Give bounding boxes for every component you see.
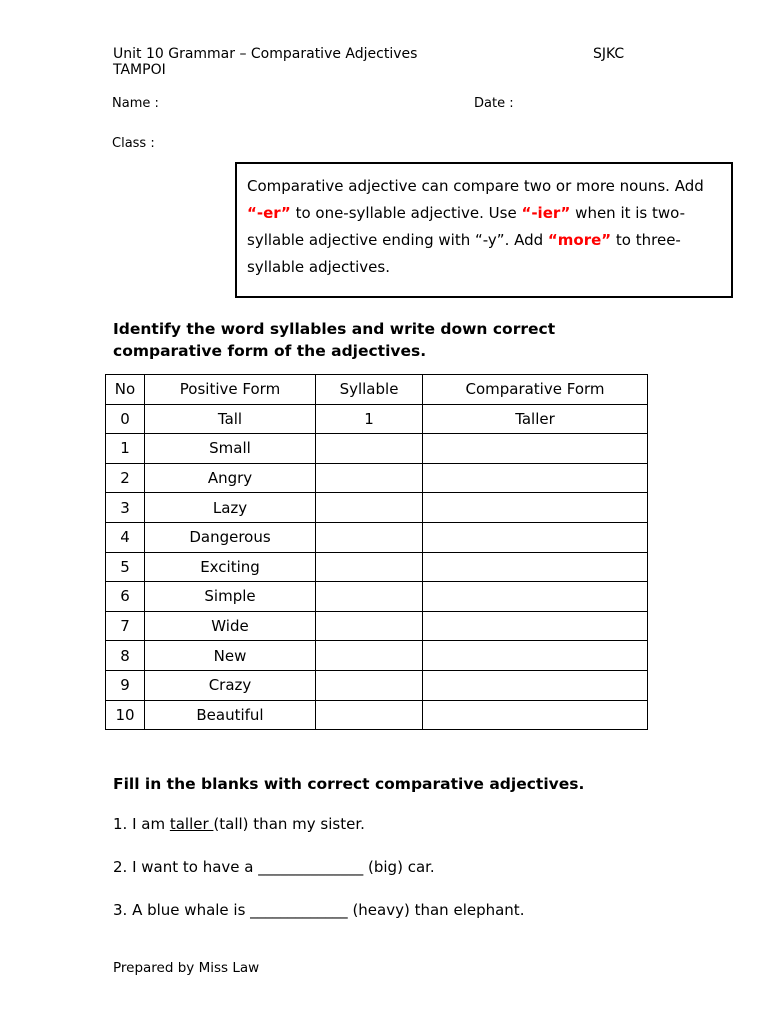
class-label: Class : [112, 136, 155, 151]
row-number: 6 [106, 582, 145, 612]
row-number: 8 [106, 641, 145, 671]
positive-form-cell: Lazy [145, 493, 316, 523]
more-word: “more” [547, 231, 612, 249]
q1-suffix: (tall) than my sister. [213, 815, 365, 833]
comparative-form-cell[interactable] [423, 493, 648, 523]
comparative-form-cell[interactable] [423, 522, 648, 552]
table-row [106, 404, 648, 434]
syllable-cell[interactable]: 1 [316, 404, 423, 434]
exercise-question-2[interactable]: 2. I want to have a ______________ (big) car. [113, 858, 435, 876]
ier-suffix: “-ier” [521, 204, 571, 222]
comparative-form-cell[interactable] [423, 463, 648, 493]
row-number: 7 [106, 611, 145, 641]
comparative-form-cell[interactable] [423, 611, 648, 641]
q1-prefix: 1. I am [113, 815, 170, 833]
exercise-question-3[interactable]: 3. A blue whale is _____________ (heavy) than elephant. [113, 901, 525, 919]
positive-form-cell: Beautiful [145, 700, 316, 730]
syllable-cell[interactable] [316, 493, 423, 523]
adjectives-table [105, 374, 648, 730]
syllable-cell[interactable] [316, 434, 423, 464]
row-number: 3 [106, 493, 145, 523]
school-name: SJKC [593, 46, 625, 62]
comparative-form-cell[interactable] [423, 641, 648, 671]
section1-heading: Identify the word syllables and write down correct comparative form of the adjectives. [113, 320, 556, 360]
rule-text-part1: Comparative adjective can compare two or more nouns. Add [247, 177, 704, 195]
table-row [106, 552, 648, 582]
table-row [106, 611, 648, 641]
comparative-form-cell[interactable] [423, 552, 648, 582]
syllable-cell[interactable] [316, 670, 423, 700]
row-number: 0 [106, 404, 145, 434]
table-row [106, 700, 648, 730]
school-name-continued: TAMPOI [113, 62, 166, 78]
table-header-row [106, 375, 648, 405]
row-number: 1 [106, 434, 145, 464]
rule-text-part4: to three-syllable adjectives. [247, 231, 681, 276]
positive-form-cell: Crazy [145, 670, 316, 700]
row-number: 2 [106, 463, 145, 493]
syllable-cell[interactable] [316, 700, 423, 730]
er-suffix: “-er” [247, 204, 291, 222]
table-row [106, 522, 648, 552]
rule-explanation-box [235, 162, 733, 298]
table-row [106, 670, 648, 700]
row-number: 9 [106, 670, 145, 700]
syllable-cell[interactable] [316, 522, 423, 552]
table-row [106, 434, 648, 464]
rule-text-part3: when it is two-syllable adjective ending with “-y”. Add [247, 204, 686, 249]
header-syllable: Syllable [316, 375, 423, 405]
row-number: 4 [106, 522, 145, 552]
table-row [106, 493, 648, 523]
positive-form-cell: Exciting [145, 552, 316, 582]
syllable-cell[interactable] [316, 463, 423, 493]
header-positive-form: Positive Form [145, 375, 316, 405]
comparative-form-cell[interactable] [423, 582, 648, 612]
syllable-cell[interactable] [316, 641, 423, 671]
footer-author: Prepared by Miss Law [113, 960, 260, 976]
positive-form-cell: Tall [145, 404, 316, 434]
positive-form-cell: Dangerous [145, 522, 316, 552]
positive-form-cell: Simple [145, 582, 316, 612]
rule-text-part2: to one-syllable adjective. Use [290, 204, 522, 222]
header-comparative-form: Comparative Form [423, 375, 648, 405]
positive-form-cell: Small [145, 434, 316, 464]
date-label: Date : [474, 96, 514, 111]
comparative-form-cell[interactable]: Taller [423, 404, 648, 434]
syllable-cell[interactable] [316, 611, 423, 641]
name-label: Name : [112, 96, 159, 111]
row-number: 5 [106, 552, 145, 582]
positive-form-cell: Wide [145, 611, 316, 641]
syllable-cell[interactable] [316, 552, 423, 582]
row-number: 10 [106, 700, 145, 730]
table-row [106, 463, 648, 493]
positive-form-cell: Angry [145, 463, 316, 493]
comparative-form-cell[interactable] [423, 670, 648, 700]
comparative-form-cell[interactable] [423, 700, 648, 730]
table-row [106, 641, 648, 671]
q1-answer: taller [169, 815, 214, 833]
table-row [106, 582, 648, 612]
header-no: No [106, 375, 145, 405]
positive-form-cell: New [145, 641, 316, 671]
exercise-question-1 [113, 815, 365, 833]
syllable-cell[interactable] [316, 582, 423, 612]
comparative-form-cell[interactable] [423, 434, 648, 464]
worksheet-title: Unit 10 Grammar – Comparative Adjectives [113, 46, 418, 62]
section2-heading: Fill in the blanks with correct comparative adjectives. [113, 775, 585, 793]
